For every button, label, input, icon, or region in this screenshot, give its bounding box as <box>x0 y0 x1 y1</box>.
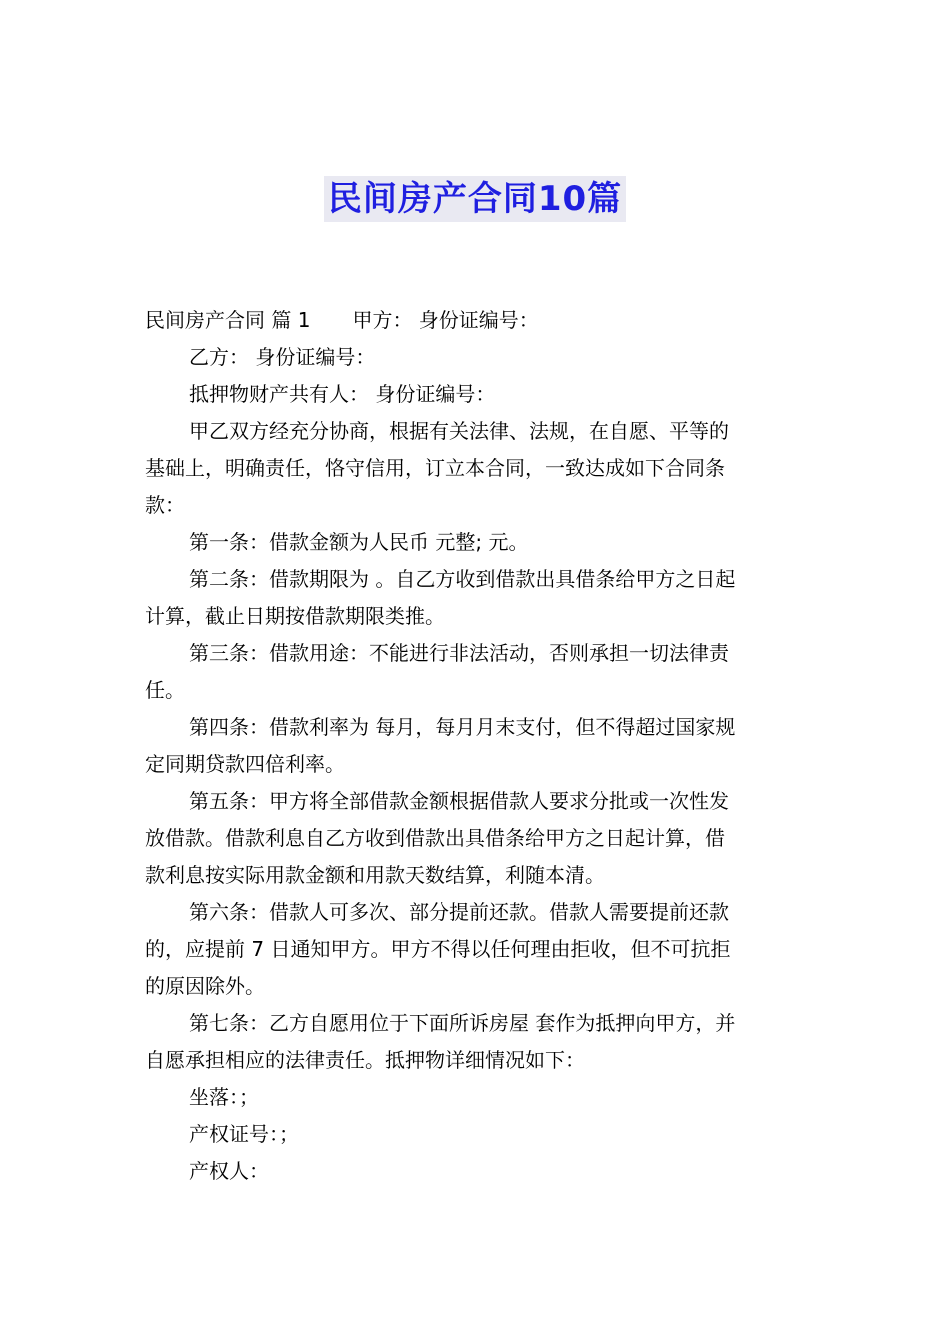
document-body <box>145 302 807 1190</box>
paragraph-line: 任。 <box>145 678 185 702</box>
paragraph-line: 的原因除外。 <box>145 974 265 998</box>
paragraph-line: 第七条：乙方自愿用位于下面所诉房屋 套作为抵押向甲方，并 <box>189 1011 736 1035</box>
paragraph-line: 第四条：借款利率为 每月，每月月末支付，但不得超过国家规 <box>189 715 736 739</box>
paragraph-line: 抵押物财产共有人： 身份证编号： <box>189 382 496 406</box>
paragraph-line: 自愿承担相应的法律责任。抵押物详细情况如下： <box>145 1048 585 1072</box>
paragraph-line: 定同期贷款四倍利率。 <box>145 752 345 776</box>
paragraph-line: 第五条：甲方将全部借款金额根据借款人要求分批或一次性发 <box>189 789 729 813</box>
paragraph-line: 乙方： 身份证编号： <box>189 345 376 369</box>
document-title: 民间房产合同10篇 <box>324 176 626 222</box>
paragraph-line: 第三条：借款用途：不能进行非法活动，否则承担一切法律责 <box>189 641 729 665</box>
paragraph-line: 第二条：借款期限为 。自乙方收到借款出具借条给甲方之日起 <box>189 567 736 591</box>
paragraph-line: 基础上，明确责任，恪守信用，订立本合同，一致达成如下合同条 <box>145 456 725 480</box>
paragraph-line: 产权证号：； <box>189 1122 299 1146</box>
paragraph-line: 产权人： <box>189 1159 269 1183</box>
paragraph-line: 的，应提前 7 日通知甲方。甲方不得以任何理由拒收，但不可抗拒 <box>145 937 731 961</box>
paragraph-line: 甲乙双方经充分协商，根据有关法律、法规，在自愿、平等的 <box>189 419 729 443</box>
paragraph-line: 第六条：借款人可多次、部分提前还款。借款人需要提前还款 <box>189 900 729 924</box>
paragraph-line <box>145 302 807 339</box>
title-container <box>0 176 950 222</box>
paragraph-line: 放借款。借款利息自乙方收到借款出具借条给甲方之日起计算，借 <box>145 826 725 850</box>
party-a-field: 甲方： 身份证编号： <box>352 308 539 332</box>
paragraph-line: 第一条：借款金额为人民币 元整; 元。 <box>189 530 529 554</box>
paragraph-line: 计算，截止日期按借款期限类推。 <box>145 604 445 628</box>
paragraph-line: 款利息按实际用款金额和用款天数结算，利随本清。 <box>145 863 605 887</box>
section-heading: 民间房产合同 篇 1 <box>145 308 311 332</box>
paragraph-line: 款： <box>145 493 185 517</box>
paragraph-line: 坐落：； <box>189 1085 259 1109</box>
